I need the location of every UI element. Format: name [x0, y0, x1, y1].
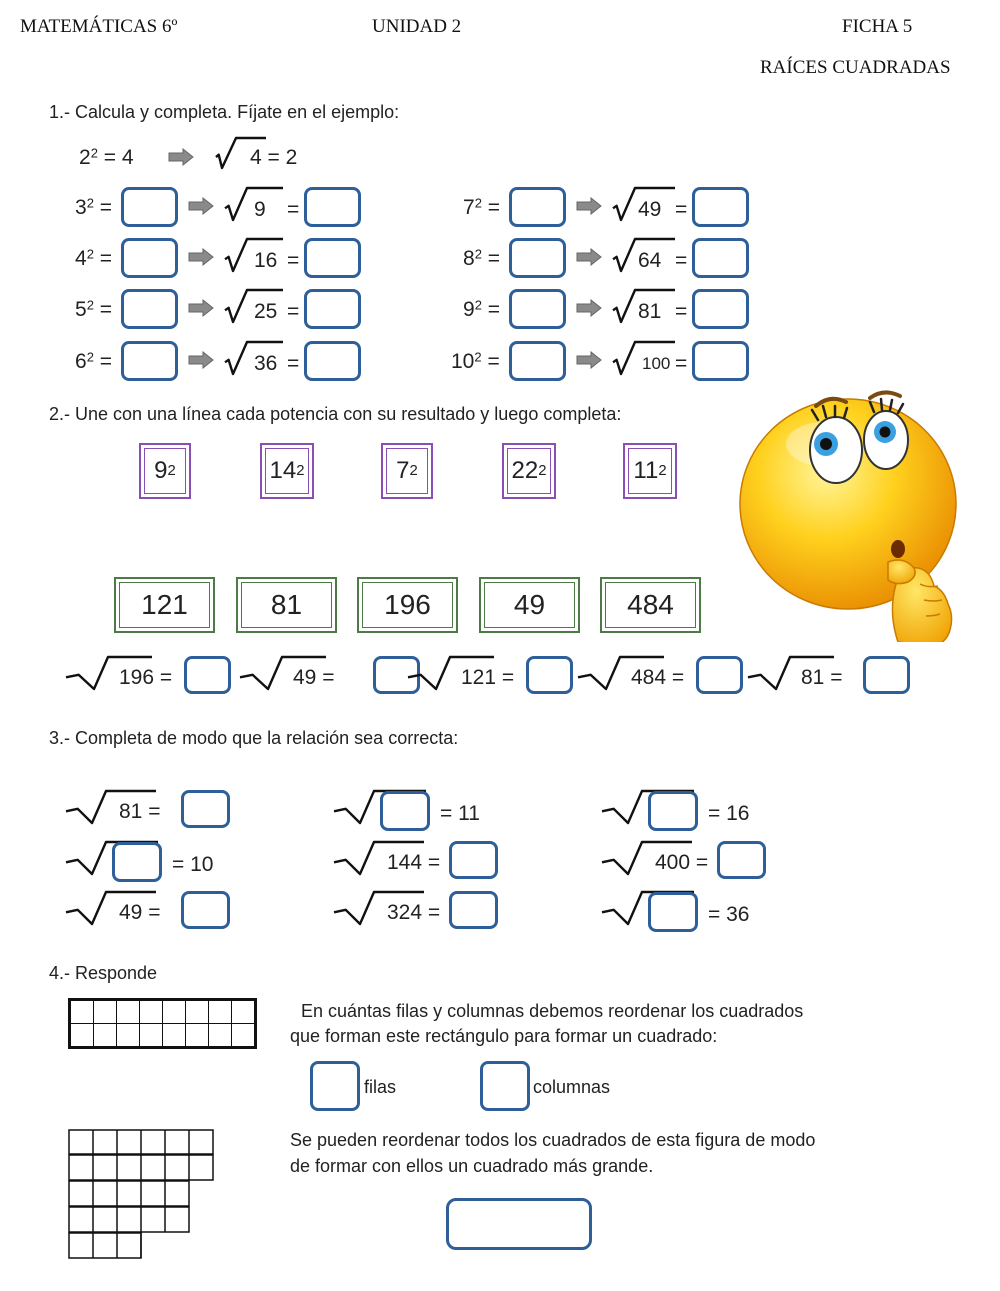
arrow-right-icon — [188, 299, 214, 317]
ex1-power: $5^2$ = — [75, 297, 113, 321]
rows-answer-box[interactable] — [310, 1061, 360, 1111]
ex3-answer-box[interactable] — [717, 841, 766, 879]
ex3-radicand-answer-box[interactable] — [648, 791, 698, 831]
ex1-radicand: 64 — [638, 249, 662, 272]
power-card[interactable]: 22 2 — [502, 443, 556, 499]
ex1-radicand: 81 — [638, 300, 662, 323]
result-card[interactable]: 81 — [236, 577, 337, 633]
ex2-radicand: 81 = — [801, 666, 843, 689]
ex1-equals: = — [287, 198, 300, 221]
ex1-title: 1.- Calcula y completa. Fíjate en el ejemplo: — [49, 102, 400, 122]
power-card[interactable]: 11 2 — [623, 443, 677, 499]
ex2-radicand: 49 = — [293, 666, 335, 689]
ex3-result: = 10 — [172, 853, 214, 876]
ex3-radicand-answer-box[interactable] — [380, 791, 430, 831]
header-subject: MATEMÁTICAS 6º — [20, 16, 178, 37]
ex1-power: $10^2$ = — [451, 349, 500, 373]
ex3-radicand: 49 = — [119, 901, 161, 924]
ex1-equals: = — [675, 300, 688, 323]
arrow-right-icon — [576, 299, 602, 317]
ex1-equals: = — [675, 352, 688, 375]
ex1-power: $7^2$ = — [463, 195, 501, 219]
ex2-radicand: 484 = — [631, 666, 685, 689]
thinking-emoji-icon — [738, 384, 968, 642]
ex1-root-answer-box[interactable] — [304, 289, 361, 329]
header-topic: RAÍCES CUADRADAS — [760, 57, 951, 78]
ex1-square-answer-box[interactable] — [509, 341, 566, 381]
ex1-square-answer-box[interactable] — [121, 187, 178, 227]
ex3-answer-box[interactable] — [449, 891, 498, 929]
ex1-equals: = — [675, 249, 688, 272]
result-card[interactable]: 121 — [114, 577, 215, 633]
ex1-root-answer-box[interactable] — [304, 238, 361, 278]
rows-label: filas — [364, 1077, 397, 1097]
ex1-square-answer-box[interactable] — [121, 238, 178, 278]
rectangle-grid — [68, 998, 257, 1049]
ex3-answer-box[interactable] — [181, 891, 230, 929]
header-sheet: FICHA 5 — [842, 16, 913, 37]
power-card[interactable]: 14 2 — [260, 443, 314, 499]
ex2-root-answer-box[interactable] — [696, 656, 743, 694]
ex3-result: = 11 — [440, 802, 480, 825]
ex1-root-answer-box[interactable] — [304, 341, 361, 381]
ex2-root-answer-box[interactable] — [184, 656, 231, 694]
ex1-radicand: 9 — [254, 198, 266, 221]
ex3-radicand: 81 = — [119, 800, 161, 823]
arrow-right-icon — [576, 351, 602, 369]
ex2-root-answer-box[interactable] — [863, 656, 910, 694]
ex3-radicand: 400 = — [655, 851, 709, 874]
arrow-right-icon — [188, 248, 214, 266]
ex1-square-answer-box[interactable] — [509, 187, 566, 227]
ex3-answer-box[interactable] — [181, 790, 230, 828]
ex1-power: $3^2$ = — [75, 195, 113, 219]
ex3-radicand: 324 = — [387, 901, 441, 924]
ex1-root-answer-box[interactable] — [692, 289, 749, 329]
ex1-equals: = — [287, 352, 300, 375]
ex4-q1-line2: que forman este rectángulo para formar un cuadrado: — [290, 1026, 718, 1046]
ex1-square-answer-box[interactable] — [121, 341, 178, 381]
ex1-power: $6^2$ = — [75, 349, 113, 373]
ex1-equals: = — [675, 198, 688, 221]
power-card[interactable]: 9 2 — [139, 443, 191, 499]
ex4-q2-line2: de formar con ellos un cuadrado más grande. — [290, 1156, 654, 1176]
ex3-title: 3.- Completa de modo que la relación sea correcta: — [49, 728, 459, 748]
ex4-q1-line1: En cuántas filas y columnas debemos reordenar los cuadrados — [301, 1001, 804, 1021]
ex1-root-answer-box[interactable] — [692, 238, 749, 278]
ex1-radicand: 36 — [254, 352, 278, 375]
result-card[interactable]: 196 — [357, 577, 458, 633]
ex3-radicand: 144 = — [387, 851, 441, 874]
ex1-power: $8^2$ = — [463, 246, 501, 270]
ex2-title: 2.- Une con una línea cada potencia con su resultado y luego completa: — [49, 404, 622, 424]
ex1-square-answer-box[interactable] — [121, 289, 178, 329]
example-root: 4 = 2 — [250, 146, 298, 169]
result-card[interactable]: 49 — [479, 577, 580, 633]
ex3-radicand-answer-box[interactable] — [648, 892, 698, 932]
power-card[interactable]: 7 2 — [381, 443, 433, 499]
example-power: $2^2 = 4$ — [79, 145, 134, 169]
arrow-right-icon — [576, 248, 602, 266]
ex3-result: = 16 — [708, 802, 750, 825]
ex1-root-answer-box[interactable] — [304, 187, 361, 227]
staircase-grid — [68, 1129, 218, 1266]
arrow-right-icon — [168, 148, 194, 166]
result-card[interactable]: 484 — [600, 577, 701, 633]
ex4-title: 4.- Responde — [49, 963, 158, 983]
ex1-root-answer-box[interactable] — [692, 187, 749, 227]
columns-answer-box[interactable] — [480, 1061, 530, 1111]
big-square-answer-box[interactable] — [446, 1198, 592, 1250]
ex3-result: = 36 — [708, 903, 750, 926]
arrow-right-icon — [188, 351, 214, 369]
header-unit: UNIDAD 2 — [372, 16, 462, 37]
arrow-right-icon — [188, 197, 214, 215]
ex1-power: $9^2$ = — [463, 297, 501, 321]
ex1-square-answer-box[interactable] — [509, 289, 566, 329]
ex1-radicand: 25 — [254, 300, 278, 323]
ex3-answer-box[interactable] — [449, 841, 498, 879]
ex1-equals: = — [287, 249, 300, 272]
columns-label: columnas — [533, 1077, 611, 1097]
ex1-square-answer-box[interactable] — [509, 238, 566, 278]
ex1-radicand: 16 — [254, 249, 278, 272]
ex1-radicand: 100 — [642, 354, 671, 373]
ex1-root-answer-box[interactable] — [692, 341, 749, 381]
ex2-radicand: 196 = — [119, 666, 173, 689]
ex4-q2-line1: Se pueden reordenar todos los cuadrados de esta figura de modo — [290, 1130, 816, 1150]
ex1-power: $4^2$ = — [75, 246, 113, 270]
ex2-root-answer-box[interactable] — [526, 656, 573, 694]
ex1-radicand: 49 — [638, 198, 662, 221]
ex2-radicand: 121 = — [461, 666, 515, 689]
arrow-right-icon — [576, 197, 602, 215]
ex1-equals: = — [287, 300, 300, 323]
ex3-radicand-answer-box[interactable] — [112, 842, 162, 882]
